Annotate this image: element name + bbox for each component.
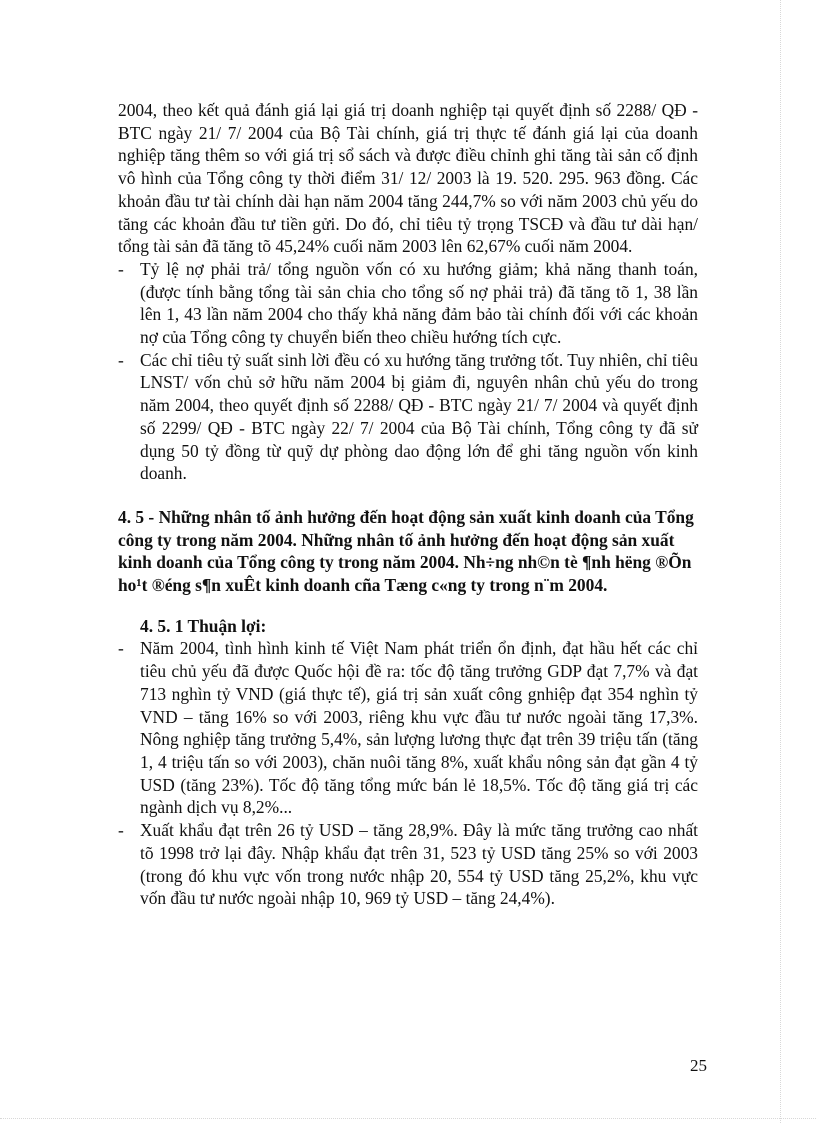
intro-paragraph: 2004, theo kết quả đánh giá lại giá trị doanh nghiệp tại quyết định số 2288/ QĐ - BTC ngày 21/ 7/ 2004 của Bộ Tài chính, giá trị thực tế đánh giá lại của doanh nghiệp tăng thêm so với giá trị sổ sách và được điều chỉnh ghi tăng tài sản cố định vô hình của Tổng công ty thời điểm 31/ 12/ 2003 là 19. 520. 295. 963 đồng. Các khoản đầu tư tài chính dài hạn năm 2004 tăng 244,7% so với năm 2003 chủ yếu do tăng các khoản đầu tư tiền gửi. Do đó, chỉ tiêu tỷ trọng TSCĐ và đầu tư dài hạn/ tổng tài sản đã tăng tõ 45,24% cuối năm 2003 lên 62,67% cuối năm 2004.	[118, 100, 698, 257]
list-item	[118, 349, 698, 485]
bullet-list-top	[118, 258, 698, 485]
bullet-marker: -	[118, 638, 124, 659]
list-item	[118, 258, 698, 349]
page-edge-bottom	[0, 1118, 816, 1119]
bullet-list-bottom	[118, 637, 698, 909]
bullet-marker: -	[118, 820, 124, 841]
section-heading: 4. 5 - Những nhân tố ảnh hưởng đến hoạt động sản xuất kinh doanh của Tổng công ty trong năm 2004. Những nhân tố ảnh hưởng đến hoạt động sản xuất kinh doanh của Tổng công ty trong năm 2004. Nh÷ng nh©n tè ¶nh hëng ®Õn ho¹t ®éng s¶n xuÊt kinh doanh cña Tæng c«ng ty trong n¨m 2004.	[118, 506, 694, 596]
bullet-marker: -	[118, 258, 124, 279]
document-page	[118, 99, 698, 910]
list-item-text: Các chỉ tiêu tỷ suất sinh lời đều có xu hướng tăng trưởng tốt. Tuy nhiên, chỉ tiêu LNST/ vốn chủ sở hữu năm 2004 bị giảm đi, nguyên nhân chủ yếu do trong năm 2004, theo quyết định số 2288/ QĐ - BTC ngày 21/ 7/ 2004 và quyết định số 2299/ QĐ - BTC ngày 22/ 7/ 2004 của Bộ Tài chính, Tổng công ty đã sử dụng 50 tỷ đồng từ quỹ dự phòng dao động lớn để ghi tăng nguồn vốn kinh doanh.	[140, 349, 698, 484]
list-item	[118, 637, 698, 819]
list-item-text: Tỷ lệ nợ phải trả/ tổng nguồn vốn có xu hướng giảm; khả năng thanh toán, (được tính bằng tổng tài sản chia cho tổng số nợ phải trả) đã tăng tõ 1, 38 lần lên 1, 43 lần năm 2004 cho thấy khả năng đảm bảo tài chính đối với các khoản nợ của Tổng công ty chuyển biến theo chiều hướng tích cực.	[140, 258, 698, 348]
bullet-marker: -	[118, 349, 124, 370]
list-item	[118, 819, 698, 910]
subsection-heading: 4. 5. 1 Thuận lợi:	[140, 615, 267, 636]
page-number: 25	[690, 1056, 707, 1075]
page-edge-right	[780, 0, 781, 1123]
list-item-text: Năm 2004, tình hình kinh tế Việt Nam phát triển ổn định, đạt hầu hết các chỉ tiêu chủ yếu đã được Quốc hội đề ra: tốc độ tăng trưởng GDP đạt 7,7% và đạt 713 nghìn tỷ VND (giá thực tế), giá trị sản xuất công gnhiệp đạt 354 nghìn tỷ VND – tăng 16% so với 2003, riêng khu vực đầu tư nước ngoài tăng 17,3%. Nông nghiệp tăng trưởng 5,4%, sản lượng lương thực đạt trên 39 triệu tấn (tăng 1, 4 triệu tấn so với 2003), chăn nuôi tăng 8%, xuất khẩu nông sản đạt gần 4 tỷ USD (tăng 23%). Tốc độ tăng tổng mức bán lẻ 18,5%. Tốc độ tăng giá trị các ngành dịch vụ 8,2%...	[140, 638, 698, 818]
list-item-text: Xuất khẩu đạt trên 26 tỷ USD – tăng 28,9%. Đây là mức tăng trưởng cao nhất tõ 1998 trở lại đây. Nhập khẩu đạt trên 31, 523 tỷ USD tăng 25% so với 2003 (trong đó khu vực vốn trong nước nhập 20, 554 tỷ USD tăng 25,2%, khu vực vốn đầu tư nước ngoài nhập 10, 969 tỷ USD – tăng 24,4%).	[140, 820, 698, 909]
